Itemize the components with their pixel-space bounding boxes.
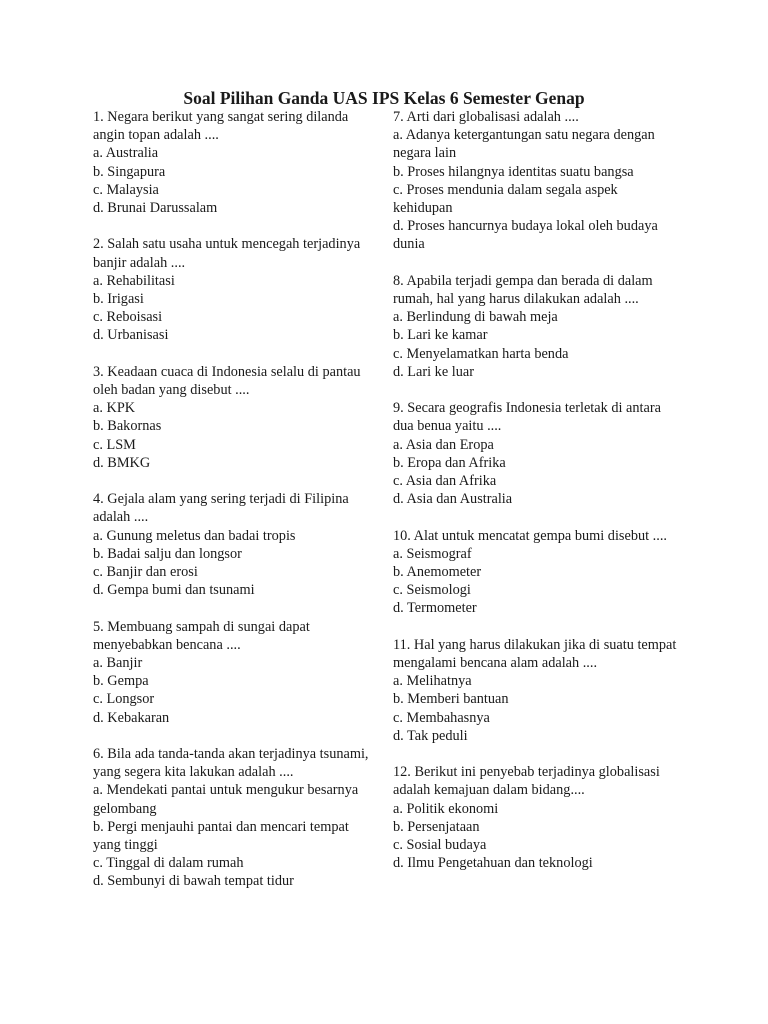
- option-d: d. BMKG: [93, 454, 151, 471]
- option-d: d. Ilmu Pengetahuan dan teknologi: [393, 855, 593, 872]
- question-text: 2. Salah satu usaha untuk mencegah terjadinya banjir adalah ....: [93, 236, 361, 271]
- option-a: a. Banjir: [93, 655, 143, 672]
- option-a: a. Politik ekonomi: [393, 800, 499, 817]
- option-c: c. Malaysia: [93, 181, 159, 198]
- question-text: 8. Apabila terjadi gempa dan berada di dalam rumah, hal yang harus dilakukan adalah ....: [393, 272, 653, 308]
- option-b: b. Bakornas: [93, 418, 162, 435]
- option-d: d. Proses hancurnya budaya lokal oleh budaya dunia: [393, 218, 658, 253]
- option-c: c. Tinggal di dalam rumah: [93, 855, 244, 872]
- option-a: a. Adanya ketergantungan satu negara dengan negara lain: [393, 127, 655, 162]
- option-d: d. Kebakaran: [93, 709, 170, 726]
- option-b: b. Badai salju dan longsor: [93, 545, 242, 562]
- question-7: [393, 108, 678, 254]
- option-a: a. KPK: [93, 400, 136, 417]
- question-8: [393, 272, 678, 381]
- page-title: Soal Pilihan Ganda UAS IPS Kelas 6 Semester Genap: [183, 88, 585, 108]
- option-d: d. Asia dan Australia: [393, 491, 513, 508]
- question-text: 1. Negara berikut yang sangat sering dilanda angin topan adalah ....: [93, 109, 349, 144]
- option-d: d. Sembunyi di bawah tempat tidur: [93, 873, 294, 890]
- option-c: c. Reboisasi: [93, 309, 163, 326]
- question-text: 4. Gejala alam yang sering terjadi di Filipina adalah ....: [93, 491, 349, 526]
- option-a: a. Mendekati pantai untuk mengukur besarnya gelombang: [93, 782, 359, 817]
- option-b: b. Irigasi: [93, 291, 144, 308]
- question-10: [393, 527, 678, 618]
- option-c: c. LSM: [93, 436, 136, 453]
- option-b: b. Persenjataan: [393, 818, 480, 835]
- option-b: b. Pergi menjauhi pantai dan mencari tempat yang tinggi: [93, 818, 349, 854]
- question-text: 11. Hal yang harus dilakukan jika di suatu tempat mengalami bencana alam adalah ....: [393, 636, 677, 672]
- option-d: d. Urbanisasi: [93, 327, 169, 344]
- option-c: c. Banjir dan erosi: [93, 564, 198, 581]
- option-c: c. Menyelamatkan harta benda: [393, 345, 569, 362]
- option-c: c. Asia dan Afrika: [393, 473, 497, 490]
- option-d: d. Gempa bumi dan tsunami: [93, 582, 255, 599]
- option-c: c. Membahasnya: [393, 709, 490, 726]
- option-b: b. Eropa dan Afrika: [393, 454, 506, 471]
- option-a: a. Rehabilitasi: [93, 272, 175, 289]
- option-d: d. Tak peduli: [393, 727, 468, 744]
- question-text: 10. Alat untuk mencatat gempa bumi disebut ....: [393, 527, 667, 544]
- question-2: [93, 235, 378, 344]
- question-1: [93, 108, 378, 217]
- option-b: b. Memberi bantuan: [393, 691, 509, 708]
- question-text: 6. Bila ada tanda-tanda akan terjadinya tsunami, yang segera kita lakukan adalah ....: [93, 746, 369, 781]
- question-6: [93, 745, 378, 891]
- question-text: 12. Berikut ini penyebab terjadinya globalisasi adalah kemajuan dalam bidang....: [393, 764, 660, 799]
- question-text: 3. Keadaan cuaca di Indonesia selalu di pantau oleh badan yang disebut ....: [93, 363, 361, 399]
- option-b: b. Proses hilangnya identitas suatu bangsa: [393, 163, 634, 180]
- option-c: c. Sosial budaya: [393, 837, 487, 854]
- question-12: [393, 763, 678, 872]
- option-b: b. Anemometer: [393, 564, 482, 581]
- question-3: [93, 363, 378, 472]
- question-text: 7. Arti dari globalisasi adalah ....: [393, 109, 579, 125]
- option-a: a. Melihatnya: [393, 673, 472, 690]
- option-b: b. Lari ke kamar: [393, 327, 488, 344]
- option-b: b. Gempa: [93, 673, 149, 690]
- option-d: d. Termometer: [393, 600, 477, 617]
- option-a: a. Australia: [93, 145, 159, 162]
- option-c: c. Longsor: [93, 691, 155, 708]
- option-a: a. Asia dan Eropa: [393, 436, 494, 453]
- question-text: 9. Secara geografis Indonesia terletak di antara dua benua yaitu ....: [393, 400, 661, 435]
- left-column: [93, 108, 378, 909]
- question-9: [393, 399, 678, 508]
- option-b: b. Singapura: [93, 163, 166, 180]
- question-11: [393, 636, 678, 745]
- question-4: [93, 490, 378, 599]
- option-a: a. Gunung meletus dan badai tropis: [93, 527, 296, 544]
- right-column: [393, 108, 678, 891]
- option-d: d. Brunai Darussalam: [93, 200, 218, 217]
- option-a: a. Berlindung di bawah meja: [393, 309, 558, 326]
- question-text: 5. Membuang sampah di sungai dapat menyebabkan bencana ....: [93, 618, 310, 653]
- option-d: d. Lari ke luar: [393, 363, 474, 380]
- option-c: c. Seismologi: [393, 582, 471, 599]
- option-c: c. Proses mendunia dalam segala aspek kehidupan: [393, 181, 618, 217]
- question-5: [93, 618, 378, 727]
- option-a: a. Seismograf: [393, 545, 472, 562]
